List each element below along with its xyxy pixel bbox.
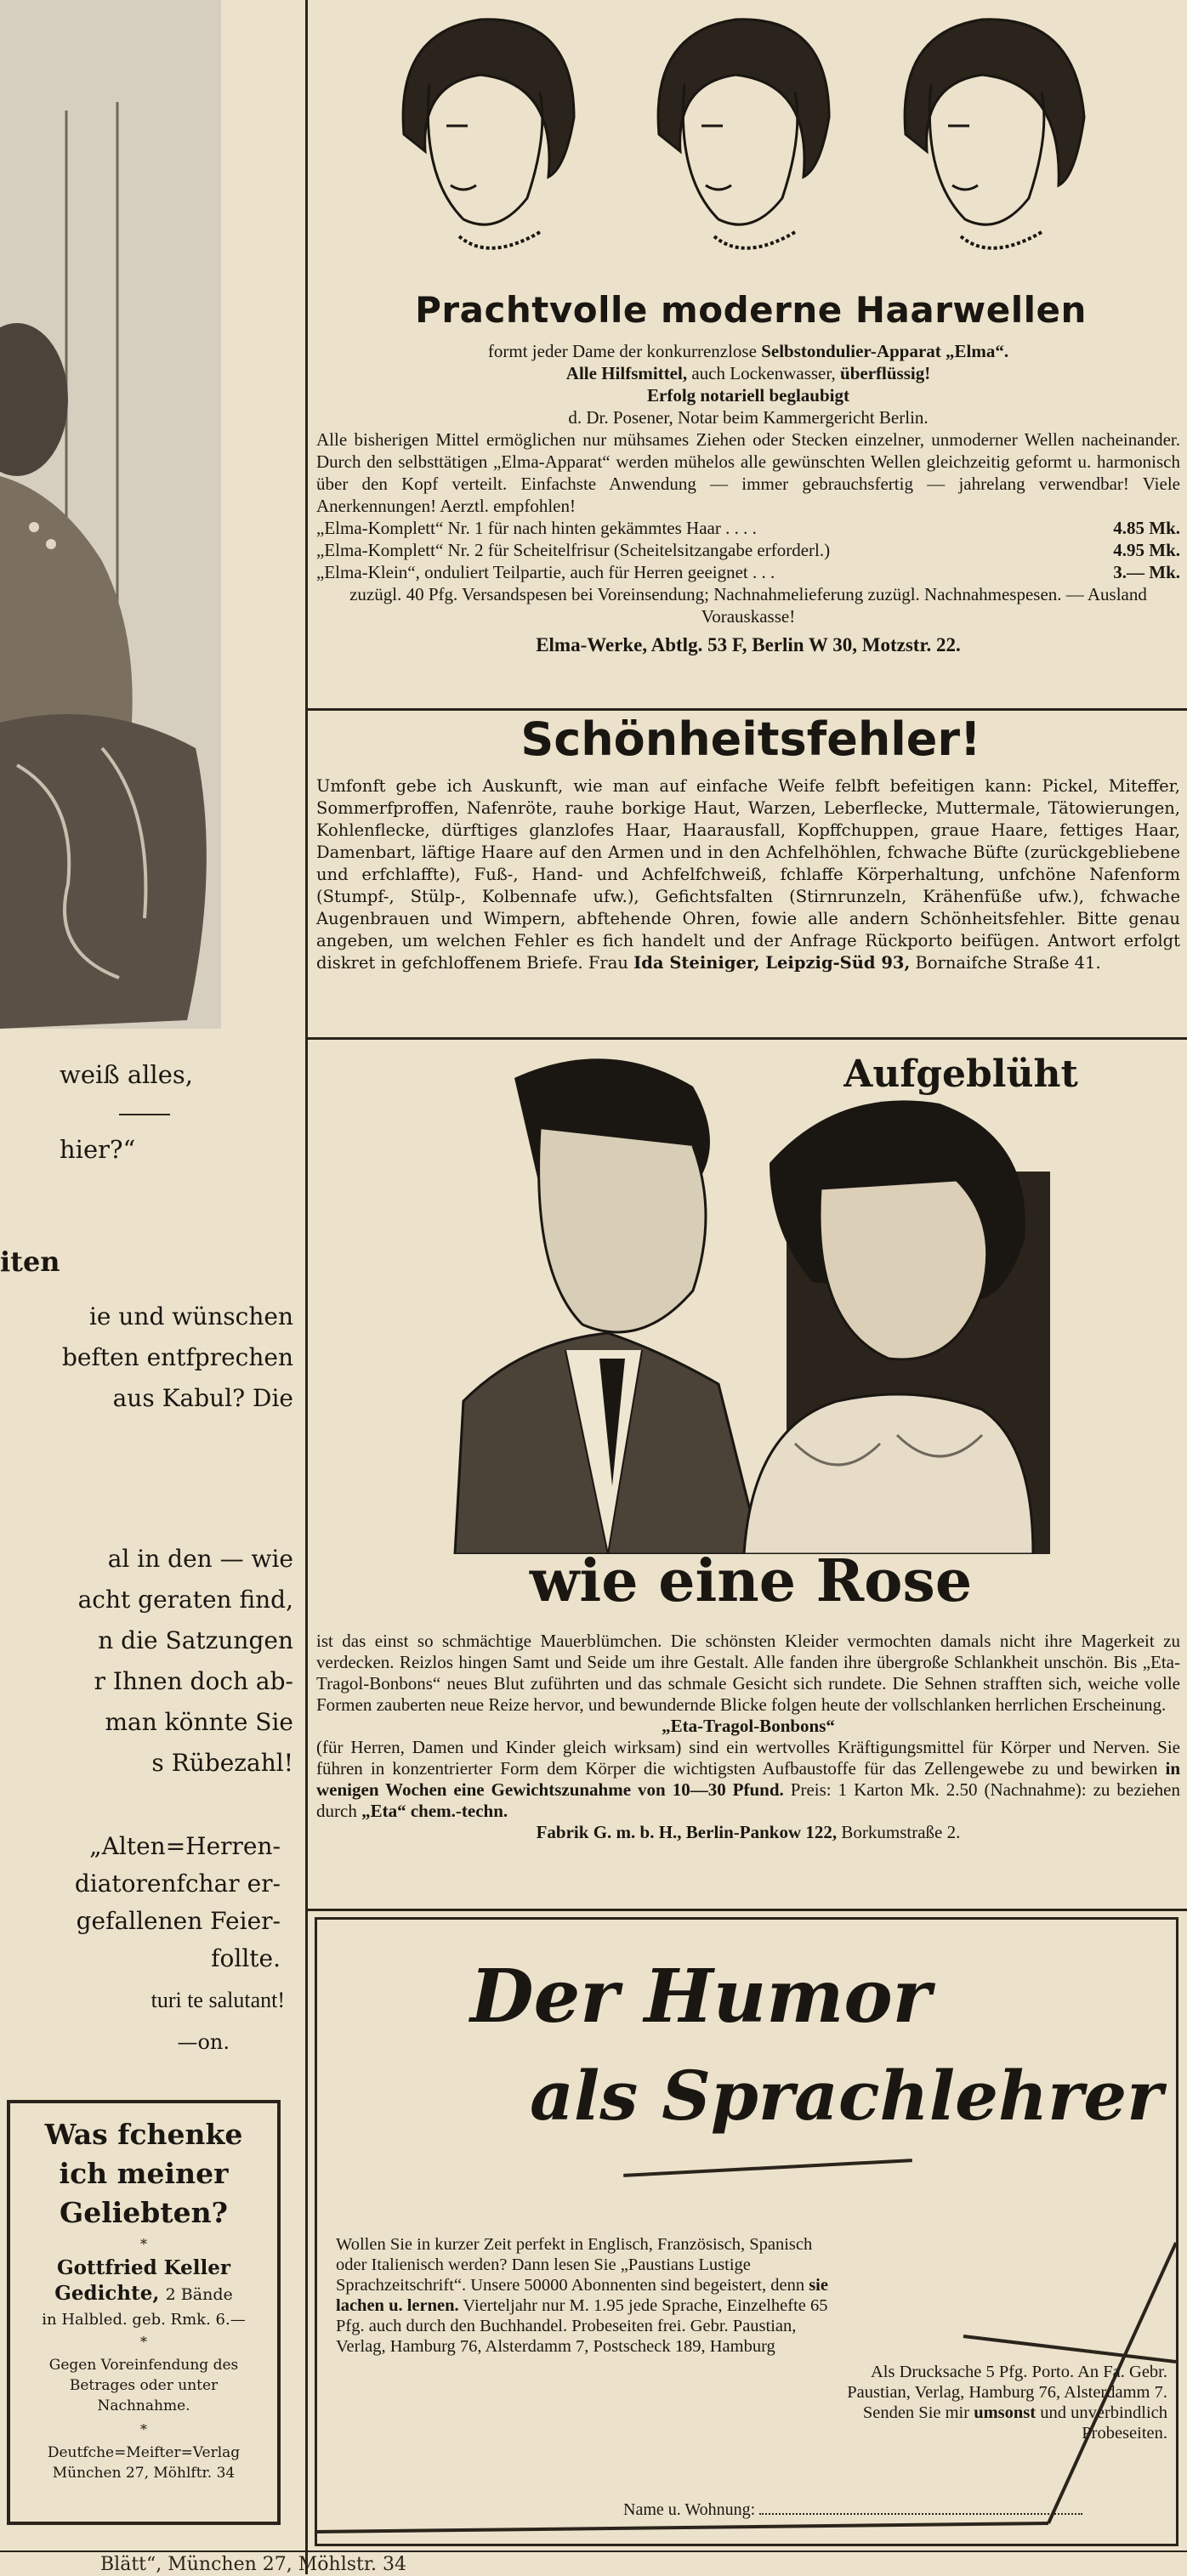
address-input-line[interactable] (759, 2498, 1082, 2515)
rose-headline-top: Aufgeblüht (843, 1053, 1078, 1096)
gift-title: Was fchenke ich meiner Geliebten? (44, 2118, 243, 2229)
left-divider-line (119, 1114, 170, 1115)
gift-publisher: Deutfche=Meifter=Verlag München 27, Möhlftr. 34 (47, 2444, 241, 2482)
beauty-headline: Schönheitsfehler! (520, 712, 981, 766)
left-para-2: al in den — wie acht geraten find, n die Satzungen r Ihnen doch ab- man könnte Sie s Rübezahl! (77, 1545, 293, 1777)
gift-book-title: Gottfried Keller Gedichte, 2 Bände (54, 2256, 233, 2305)
gift-note: Gegen Voreinfendung des Betrages oder unter Nachnahme. (48, 2357, 239, 2414)
hair-body: formt jeder Dame der konkurrenzlose Selbstondulier-Apparat „Elma“. Alle Hilfsmittel, auch Lockenwasser, überflüssig! Erfolg notariell beglaubigt d. Dr. Posener, Notar beim Kammergericht Berlin. Alle bisherigen Mittel ermöglichen nur mühsames Ziehen oder Stecken einzelner, unmoderner Wellen nacheinander. Durch den selbsttätigen „Elma-Apparat“ werden mühelos alle gewünschten Wellen gleichzeitig geformt u. harmonisch über den Kopf verteilt. Einfachste Anwendung — immer gebrauchsfertig — jahrelang verwendbar! Viele Anerkennungen! Aerztl. empfohlen! „Elma-Komplett“ Nr. 1 für nach hinten gekämmtes Haar . . . . 4.85 Mk. „Elma-Komplett“ Nr. 2 für Scheitelfrisur (Scheitelsitzangabe erforderl.) 4.95 Mk. „Elma-Klein“, onduliert Teilpartie, auch für Herren geeignet . . . 3.— Mk. zuzügl. 40 Pfg. Versandspesen bei Voreinsendung; Nachnahmelieferung zuzügl. Nachnahmespesen. — Ausland Vorauskasse! Elma-Werke, Abtlg. 53 F, Berlin W 30, Motzstr. 22. (316, 341, 1180, 655)
woman-portrait-1 (403, 20, 574, 248)
left-salute: turi te salutant! (151, 1988, 285, 2012)
left-text-hier: hier?“ (60, 1135, 136, 1164)
left-para-3: „Alten=Herren- diatorenfchar er- gefallenen Feier- follte. (74, 1832, 281, 1972)
form-label: Name u. Wohnung: (623, 2500, 756, 2519)
language-headline-1: Der Humor (470, 1954, 931, 2040)
divider-2 (308, 1037, 1187, 1040)
bottom-strip: Blätt“, München 27, Möhlstr. 34 (0, 2550, 1187, 2576)
language-ad (315, 1917, 1178, 2546)
hair-price-list: „Elma-Komplett“ Nr. 1 für nach hinten gekämmtes Haar . . . . 4.85 Mk. „Elma-Komplett“ Nr. 2 für Scheitelfrisur (Scheitelsitzangabe erforderl.) 4.95 Mk. „Elma-Klein“, onduliert Teilpartie, auch für Herren geeignet . . . 3.— Mk. (316, 518, 1180, 582)
left-text-weiss: weiß alles, (60, 1060, 193, 1089)
hair-illustration (387, 7, 1101, 287)
gift-book-ad: Was fchenke ich meiner Geliebten? * Gottfried Keller Gedichte, 2 Bände in Halbled. geb. Rmk. 6.— * Gegen Voreinfendung des Betrages oder unter Nachnahme. * Deutfche=Meifter=Verlag München 27, Möhlftr. 34 (7, 2100, 281, 2525)
gift-price: in Halbled. geb. Rmk. 6.— (42, 2311, 246, 2329)
left-para-1: ie und wünschen beften entfprechen aus Kabul? Die (61, 1302, 293, 1412)
hair-headline: Prachtvolle moderne Haarwellen (415, 289, 1087, 331)
left-heading: iten (0, 1245, 60, 1278)
beauty-body: Umfonft gebe ich Auskunft, wie man auf einfache Weife felbft befeitigen kann: Pickel, Miteffer, Sommerfproffen, Nafenröte, rauhe borkige Haut, Warzen, Leberflecke, Muttermale, Tätowierungen, Kohlenflecke, dürftiges glanzlofes Haar, Haarausfall, Kopffchuppen, graue Haare, fettiges Haar, Damenbart, läftige Haare auf den Armen und in den Achfelhöhlen, fchwache Büfte (zurückgebliebene und erfchlaffte), Fuß-, Hand- und Achfelfchweiß, fchlaffe Körperhaltung, unfchöne Nafenform (Stumpf-, Stülp-, Kolbennafe ufw.), Gefichtsfalten (Stirnrunzeln, Krähenfüße ufw.), fchwache Augenbrauen und Wimpern, abftehende Ohren, fowie alle andern Schönheitsfehler. Bitte genau angeben, um welchen Fehler es fich handelt und der Anfrage Rückporto beifügen. Antwort erfolgt diskret in gefchloffenem Briefe. Frau Ida Steiniger, Leipzig-Süd 93, Bornaifche Straße 41. (316, 776, 1180, 973)
couple-illustration (438, 1044, 1050, 1554)
left-illustration (0, 0, 221, 1029)
rose-body: ist das einst so schmächtige Mauerblümchen. Die schönsten Kleider vermochten damals nicht ihre Magerkeit zu verdecken. Reizlos hingen Samt und Seide um ihre Gestalt. Alle fanden ihre übergroße Schlankheit unschön. Bis „Eta-Tragol-Bonbons“ neues Blut zuführten und das schmale Gesicht sich rundete. Die Sehnen strafften sich, weiche volle Formen zauberten neue Reize hervor, und bewundernde Blicke folgen heute der vollschlanken herrlichen Erscheinung. „Eta-Tragol-Bonbons“ (für Herren, Damen und Kinder gleich wirksam) sind ein wertvolles Kräftigungsmittel für Körper und Nerven. Sie führen in konzentrierter Form dem Körper die wichtigsten Aufbaustoffe für das Zellengewebe zu und bewirken in wenigen Wochen eine Gewichtszunahme von 10—30 Pfund. Preis: 1 Karton Mk. 2.50 (Nachnahme): zu beziehen durch „Eta“ chem.-techn. Fabrik G. m. b. H., Berlin-Pankow 122, Borkumstraße 2. (316, 1631, 1181, 1842)
divider-1 (308, 708, 1187, 711)
language-headline-2: als Sprachlehrer (530, 2056, 1163, 2136)
left-signature: —on. (177, 2030, 230, 2054)
language-body: Wollen Sie in kurzer Zeit perfekt in Englisch, Französisch, Spanisch oder Italienisch werden? Dann lesen Sie „Paustians Lustige Sprachzeitschrift“. Unsere 50000 Abonnenten sind begeistert, denn sie lachen u. lernen. Vierteljahr nur M. 1.95 jede Sprache, Einzelhefte 65 Pfg. auch durch den Buchhandel. Probeseiten frei. Gebr. Paustian, Verlag, Hamburg 76, Alsterdamm 7, Postscheck 189, Hamburg (336, 2235, 828, 2356)
rose-headline-bottom: wie eine Rose (529, 1547, 973, 1615)
language-form-field[interactable] (623, 2498, 1082, 2521)
column-divider (305, 0, 308, 2574)
divider-3 (308, 1909, 1187, 1911)
language-coupon-text: Als Drucksache 5 Pfg. Porto. An Fa. Gebr. Paustian, Verlag, Hamburg 76, Alsterdamm 7. Senden Sie mir umsonst und unverbindlich Probeseiten. (847, 2363, 1167, 2443)
